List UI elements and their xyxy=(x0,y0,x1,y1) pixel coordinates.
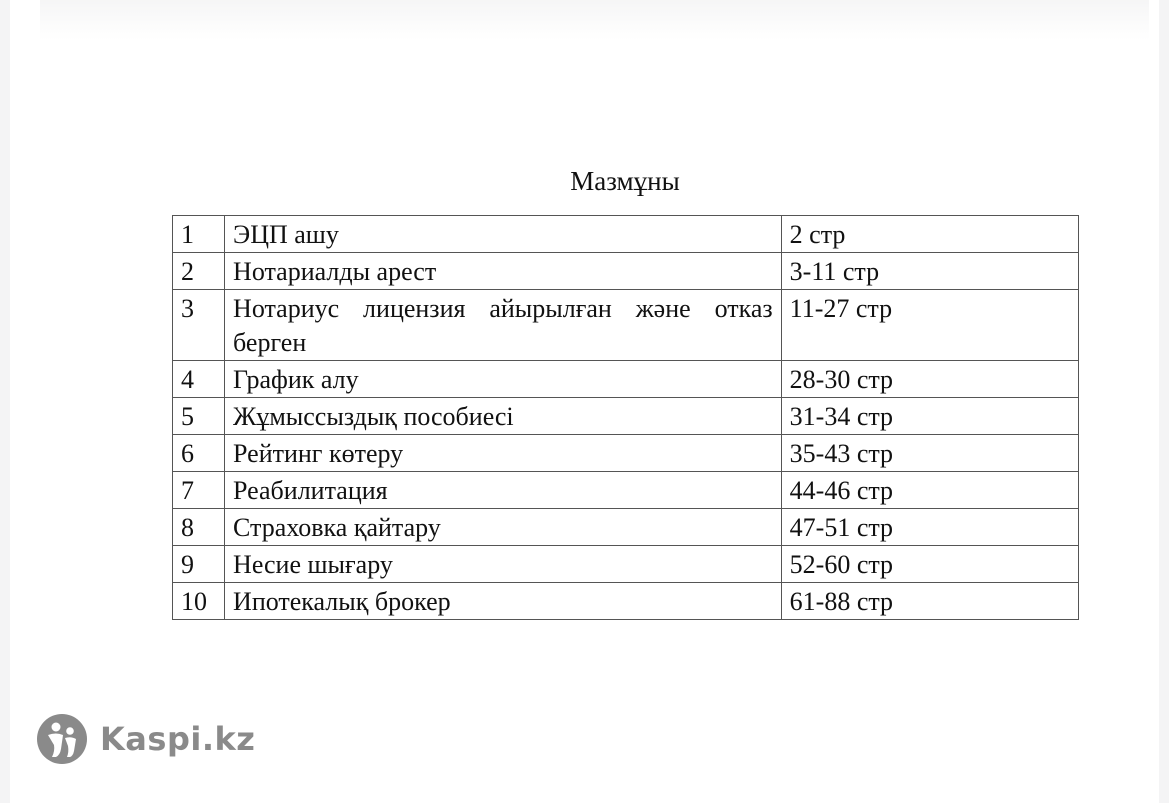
row-number: 7 xyxy=(173,472,225,509)
row-pages: 44-46 стр xyxy=(781,472,1078,509)
watermark-text: Kaspi.kz xyxy=(100,720,256,758)
row-number: 1 xyxy=(173,216,225,253)
table-row xyxy=(173,583,1079,620)
row-number: 9 xyxy=(173,546,225,583)
row-number: 8 xyxy=(173,509,225,546)
row-pages: 35-43 стр xyxy=(781,435,1078,472)
row-pages: 3-11 стр xyxy=(781,253,1078,290)
row-number: 5 xyxy=(173,398,225,435)
toc-body xyxy=(173,216,1079,620)
table-row xyxy=(173,398,1079,435)
row-number: 2 xyxy=(173,253,225,290)
row-title: График алу xyxy=(225,361,782,398)
table-row xyxy=(173,472,1079,509)
kaspi-watermark xyxy=(36,713,255,765)
row-title: Ипотекалық брокер xyxy=(225,583,782,620)
table-row xyxy=(173,509,1079,546)
table-row xyxy=(173,216,1079,253)
row-number: 6 xyxy=(173,435,225,472)
row-number: 4 xyxy=(173,361,225,398)
table-row xyxy=(173,435,1079,472)
table-row xyxy=(173,253,1079,290)
row-title: Рейтинг көтеру xyxy=(225,435,782,472)
row-pages: 52-60 стр xyxy=(781,546,1078,583)
table-row xyxy=(173,290,1079,361)
row-title: Жұмыссыздық пособиесі xyxy=(225,398,782,435)
row-number: 10 xyxy=(173,583,225,620)
row-pages: 47-51 стр xyxy=(781,509,1078,546)
page-title: Мазмұны xyxy=(570,166,680,196)
row-title: Нотариус лицензия айырылған және отказ берген xyxy=(225,290,782,361)
row-title: ЭЦП ашу xyxy=(225,216,782,253)
table-row xyxy=(173,361,1079,398)
row-pages: 2 стр xyxy=(781,216,1078,253)
row-pages: 11-27 стр xyxy=(781,290,1078,361)
row-pages: 28-30 стр xyxy=(781,361,1078,398)
table-of-contents xyxy=(172,215,1079,620)
row-number: 3 xyxy=(173,290,225,361)
row-pages: 31-34 стр xyxy=(781,398,1078,435)
kaspi-logo-icon xyxy=(36,713,88,765)
row-title: Нотариалды арест xyxy=(225,253,782,290)
row-title: Страховка қайтару xyxy=(225,509,782,546)
row-title: Несие шығару xyxy=(225,546,782,583)
row-title: Реабилитация xyxy=(225,472,782,509)
row-pages: 61-88 стр xyxy=(781,583,1078,620)
table-row xyxy=(173,546,1079,583)
page-top-shadow xyxy=(40,0,1149,40)
